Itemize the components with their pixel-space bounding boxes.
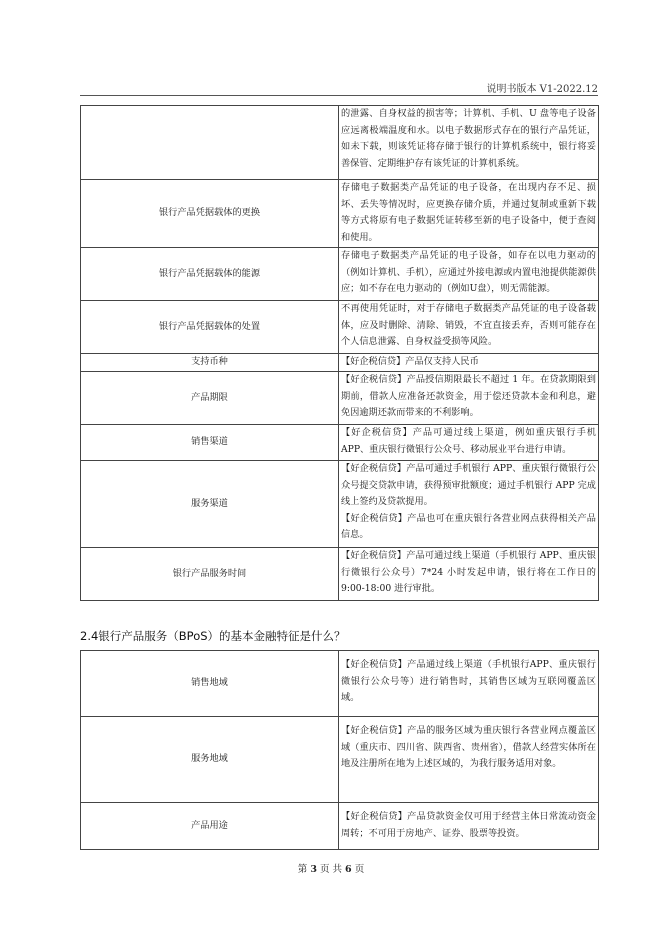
- row-content-text: 【好企税信贷】产品可通过线上渠道，例如重庆银行手机APP、重庆银行微银行公众号、移动展业平台进行申请。: [341, 427, 596, 455]
- table-row: [81, 803, 599, 850]
- row-content-text: 【好企税信贷】产品的服务区域为重庆银行各营业网点覆盖区域（重庆市、四川省、陕西省、贵州省），借款人经营实体所在地及注册所在地为上述区域的，为我行服务适用对象。: [341, 725, 596, 769]
- table-row: [81, 425, 599, 461]
- total-page-number: 6: [345, 864, 352, 875]
- table-row: [81, 106, 599, 180]
- table-row: [81, 548, 599, 601]
- row-content: [339, 803, 599, 850]
- row-content-text: 的泄露、自身权益的损害等；计算机、手机、U 盘等电子设备应远离极端温度和水。以电子数据形式存在的银行产品凭证，如未下载，则该凭证将存储于银行的计算机系统中，银行将妥善保管、定期维护存有该凭证的计算机系统。: [341, 108, 596, 169]
- row-label: 支持币种: [81, 354, 339, 372]
- row-label: 银行产品凭据载体的更换: [81, 180, 339, 248]
- table-row: [81, 180, 599, 248]
- row-label: 银行产品服务时间: [81, 548, 339, 601]
- row-content: [339, 354, 599, 372]
- row-content: [339, 425, 599, 461]
- table-row: [81, 301, 599, 354]
- row-content: [339, 548, 599, 601]
- table-row: [81, 372, 599, 425]
- row-content-text: 【好企税信贷】产品可通过线上渠道（手机银行 APP、重庆银行微银行公众号）7*24 小时发起申请，银行将在工作日的 9:00-18:00 进行审批。: [341, 550, 596, 594]
- row-content-text: 【好企税信贷】产品授信期限最长不超过 1 年。在贷款期限到期前，借款人应准备还款资金，用于偿还贷款本金和利息，避免因逾期还款而带来的不利影响。: [341, 374, 596, 418]
- row-content-text: 【好企税信贷】产品通过线上渠道（手机银行APP、重庆银行微银行公众号等）进行销售时，其销售区域为互联网覆盖区域。: [341, 659, 596, 703]
- row-label: [81, 106, 339, 180]
- page-footer: [0, 861, 662, 875]
- footer-middle: 页 共: [319, 864, 343, 875]
- row-content: [339, 461, 599, 548]
- row-label: 产品用途: [81, 803, 339, 850]
- row-label: 银行产品凭据载体的处置: [81, 301, 339, 354]
- row-label: 销售地域: [81, 651, 339, 717]
- financial-feature-table: [80, 650, 599, 850]
- row-content: [339, 106, 599, 180]
- section-heading: 2.4银行产品服务（BPoS）的基本金融特征是什么？: [80, 629, 346, 643]
- row-content: [339, 372, 599, 425]
- footer-prefix: 第: [297, 864, 308, 875]
- table-row: [81, 248, 599, 301]
- row-content: [339, 248, 599, 301]
- row-content-text: 【好企税信贷】产品可通过手机银行 APP、重庆银行微银行公众号提交贷款申请，获得预审批额度；通过手机银行 APP 完成线上签约及贷款提用。: [341, 463, 596, 507]
- document-version: 说明书版本 V1-2022.12: [486, 84, 598, 95]
- product-feature-table: [80, 105, 599, 601]
- current-page-number: 3: [310, 864, 317, 875]
- row-content-text: 【好企税信贷】产品也可在重庆银行各营业网点获得相关产品信息。: [341, 512, 596, 540]
- row-content: [339, 717, 599, 803]
- row-content-text: 【好企税信贷】产品仅支持人民币: [341, 356, 479, 367]
- row-label: 服务地域: [81, 717, 339, 803]
- row-content: [339, 301, 599, 354]
- row-content: [339, 651, 599, 717]
- table-row: [81, 461, 599, 548]
- table-row: [81, 717, 599, 803]
- row-label: 服务渠道: [81, 461, 339, 548]
- row-label: 银行产品凭据载体的能源: [81, 248, 339, 301]
- row-label: 销售渠道: [81, 425, 339, 461]
- row-content-text: 【好企税信贷】产品贷款资金仅可用于经营主体日常流动资金周转；不可用于房地产、证券、股票等投资。: [341, 811, 596, 839]
- footer-suffix: 页: [354, 864, 365, 875]
- row-content-text: 存储电子数据类产品凭证的电子设备，在出现内存不足、损坏、丢失等情况时，应更换存储介质，并通过复制或重新下载等方式将原有电子数据凭证转移至新的电子设备中，便于查阅和使用。: [341, 182, 596, 243]
- table-row: [81, 354, 599, 372]
- header-divider: [80, 95, 598, 96]
- row-content-text: 存储电子数据类产品凭证的电子设备，如存在以电力驱动的（例如计算机、手机），应通过外接电源或内置电池提供能源供应；如不存在电力驱动的（例如U盘），则无需能源。: [341, 250, 596, 294]
- row-content: [339, 180, 599, 248]
- row-label: 产品期限: [81, 372, 339, 425]
- table-row: [81, 651, 599, 717]
- row-content-text: 不再使用凭证时，对于存储电子数据类产品凭证的电子设备载体，应及时删除、清除、销毁，不宜直接丢弃，否则可能存在个人信息泄露、自身权益受损等风险。: [341, 303, 596, 347]
